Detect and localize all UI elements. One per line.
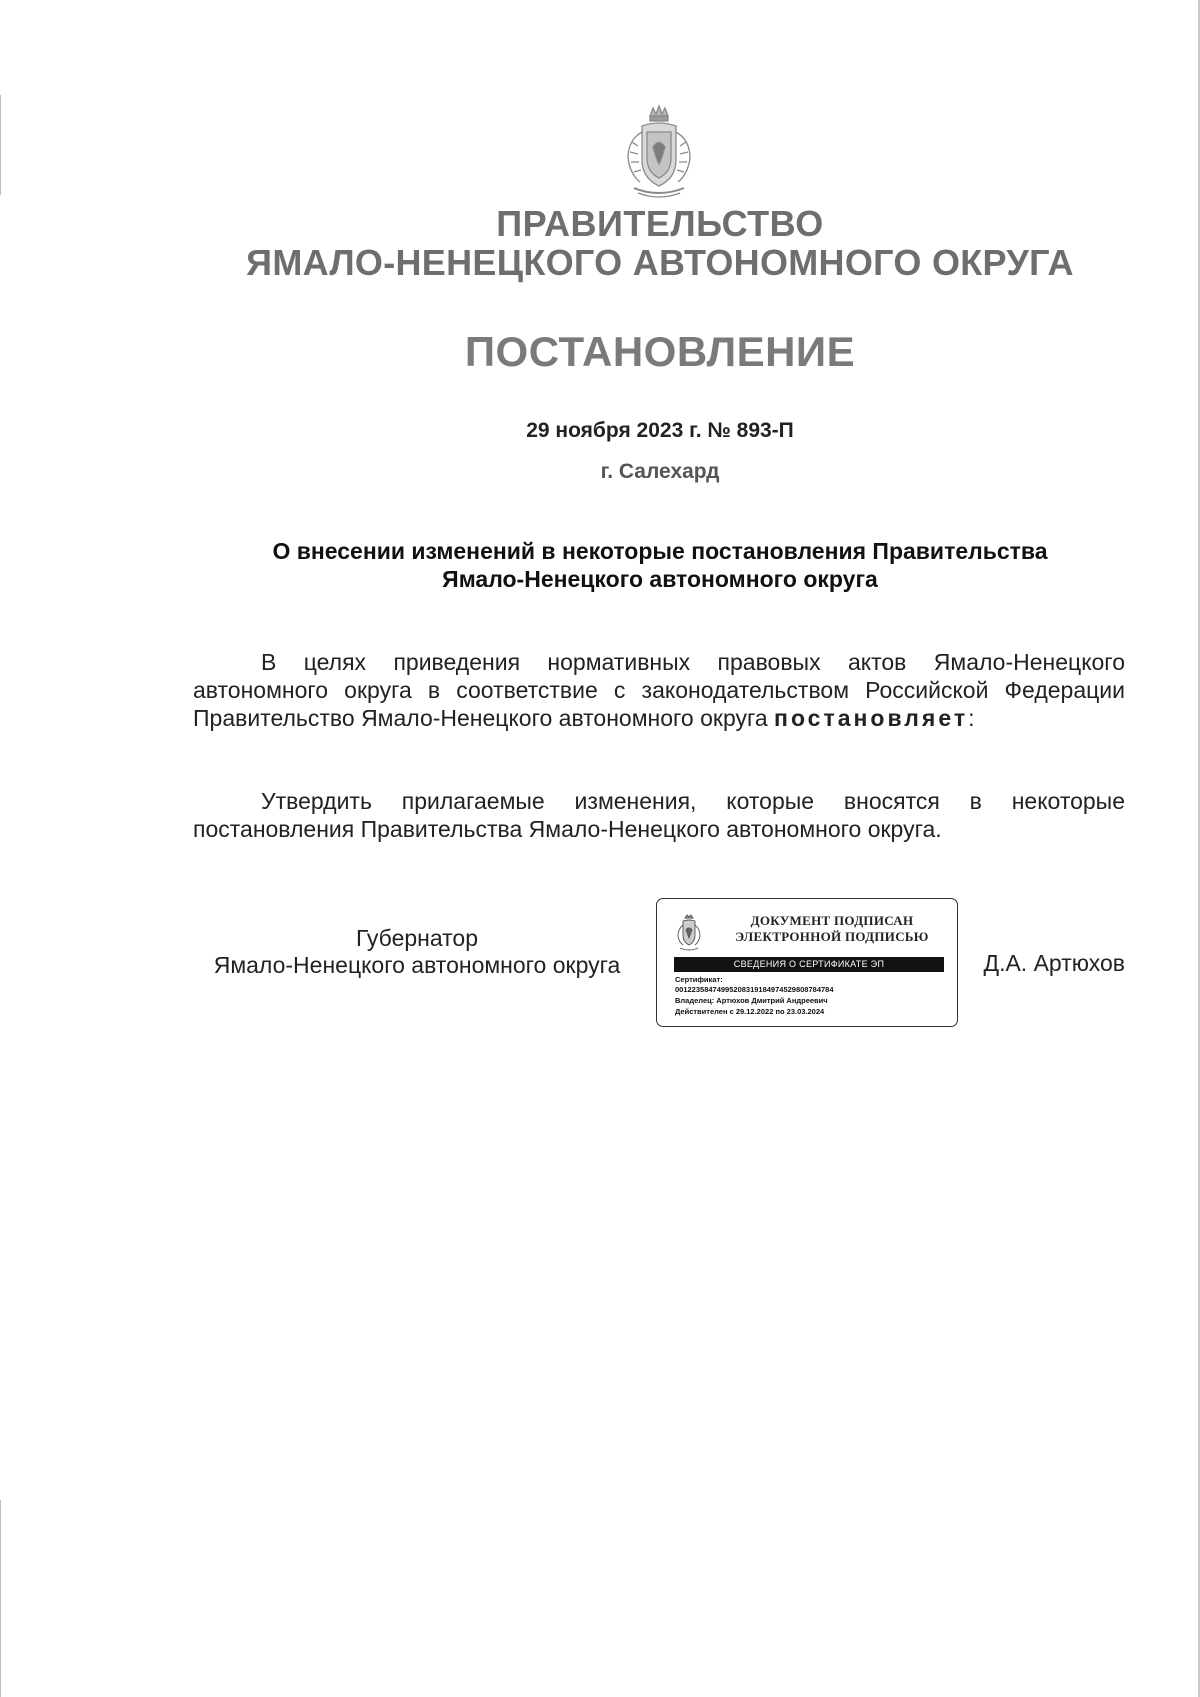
government-title-line1: ПРАВИТЕЛЬСТВО: [496, 203, 824, 244]
paragraph-text: В целях приведения нормативных правовых актов Ямало-Ненецкого автономного округа в соответствие с законодательством Российской Федерации Правительство Ямало-Ненецкого автономного округа: [193, 649, 1125, 731]
page-edge: [0, 1500, 1, 1697]
stamp-title: [717, 913, 947, 945]
subject-line: Ямало-Ненецкого автономного округа: [442, 566, 878, 592]
document-date-number: 29 ноября 2023 г. № 893-П: [526, 419, 794, 442]
signatory-title-line: Ямало-Ненецкого автономного округа: [213, 952, 621, 978]
signatory-title-line: Губернатор: [355, 925, 479, 951]
stamp-certificate-bar: СВЕДЕНИЯ О СЕРТИФИКАТЕ ЭП: [674, 957, 944, 972]
document-subject: [195, 537, 1125, 593]
signatory-title: [193, 925, 641, 979]
body-paragraph: Утвердить прилагаемые изменения, которые вносятся в некоторые постановления Правительства Ямало-Ненецкого автономного округа.: [193, 788, 1125, 842]
body-paragraph: [193, 648, 1125, 732]
document-city: г. Салехард: [600, 460, 720, 483]
paragraph-punctuation: :: [968, 705, 975, 731]
page-edge: [0, 95, 1, 195]
stamp-validity: Действителен с 29.12.2022 по 23.03.2024: [675, 1007, 825, 1016]
stamp-owner: Владелец: Артюхов Дмитрий Андреевич: [675, 996, 828, 1005]
signatory-name: Д.А. Артюхов: [983, 950, 1125, 976]
coat-of-arms-icon: [620, 102, 698, 202]
resolution-keyword: постановляет: [774, 705, 969, 731]
stamp-cert-number: 00122358474995208319184974529808784784: [675, 985, 834, 994]
stamp-title-line: ЭЛЕКТРОННОЙ ПОДПИСЬЮ: [735, 929, 929, 944]
stamp-cert-label: Сертификат:: [675, 975, 723, 984]
stamp-title-line: ДОКУМЕНТ ПОДПИСАН: [750, 913, 914, 928]
subject-line: О внесении изменений в некоторые постановления Правительства: [272, 538, 1048, 564]
coat-of-arms-icon: [675, 913, 703, 953]
government-title-line2: ЯМАЛО-НЕНЕЦКОГО АВТОНОМНОГО ОКРУГА: [246, 242, 1074, 283]
document-type: ПОСТАНОВЛЕНИЕ: [464, 328, 856, 375]
electronic-signature-stamp: [656, 898, 958, 1027]
